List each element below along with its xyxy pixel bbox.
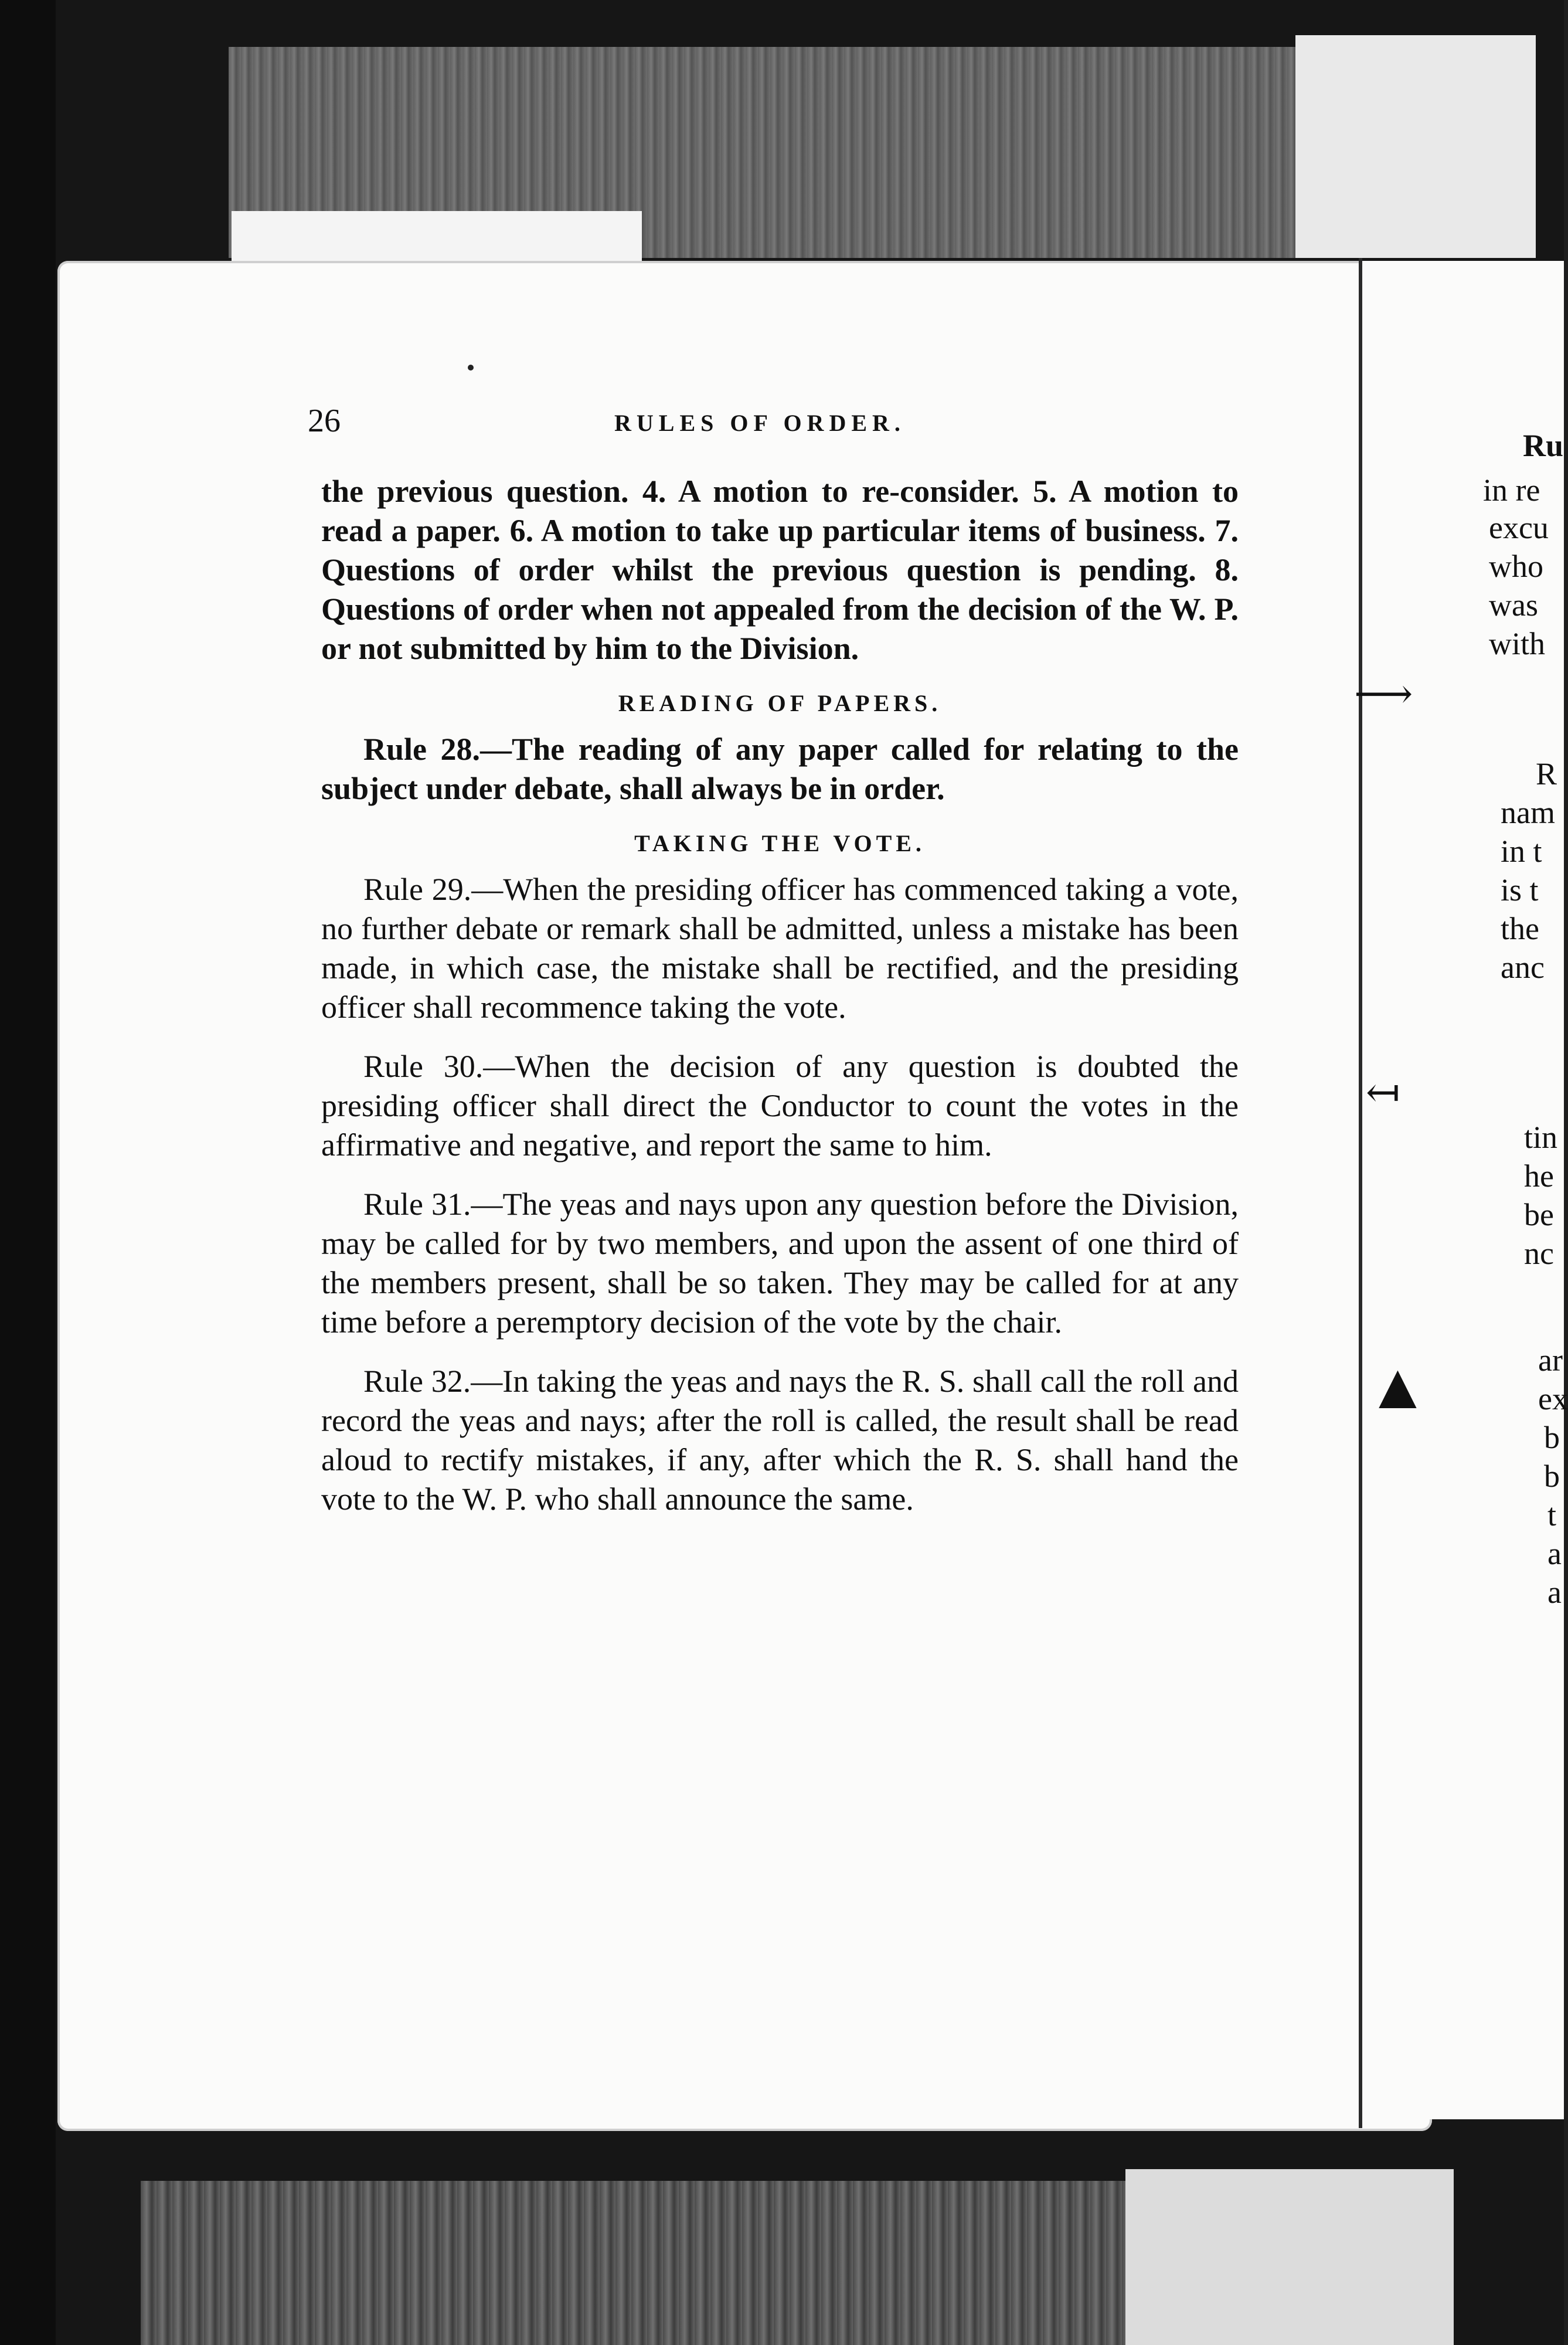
facing-line: is t [1501,872,1539,908]
facing-line: anc [1501,950,1545,985]
facing-page-top-edge [1295,35,1536,258]
facing-line: b [1544,1459,1560,1494]
scanner-edge [0,0,56,2345]
facing-line: nc [1524,1236,1554,1271]
rule-30: Rule 30.—When the decision of any question is doubted the presiding officer shall direct the Conductor to count the votes in the affirmative and negative, and report the same to him. [321,1049,1239,1163]
facing-line: t [1547,1497,1557,1532]
facing-line: Ru [1523,428,1564,463]
rule-31: Rule 31.—The yeas and nays upon any question before the Division, may be called for by two members, and upon the assent of one third of the members present, shall be so taken. They may be called for at any time before a peremptory decision of the vote by the chair. [321,1187,1239,1340]
ink-speck [468,365,474,371]
facing-line: R [1536,756,1557,791]
facing-line: excu [1489,510,1549,545]
stitch-mark-3: ▲ [1366,1351,1430,1422]
facing-line: ar [1538,1343,1563,1378]
paper-slip [232,211,642,264]
stitch-mark-1: ⟶ [1354,672,1413,717]
heading-taking-the-vote: TAKING THE VOTE. [634,830,926,857]
facing-line: b [1544,1420,1560,1455]
stitch-mark-2: ↤ [1366,1070,1400,1116]
page-text-block [321,472,1239,1526]
facing-line: a [1547,1575,1562,1610]
facing-line: a [1547,1536,1562,1571]
facing-page-bottom-edge [1125,2169,1454,2345]
facing-line: was [1489,587,1538,623]
facing-line: with [1489,626,1546,661]
facing-line: be [1524,1197,1554,1232]
heading-reading-of-papers: READING OF PAPERS. [618,690,942,716]
rule-29: Rule 29.—When the presiding officer has commenced taking a vote, no further debate or remark shall be admitted, unless a mistake has been made, in which case, the mistake shall be rectified, and the presiding officer shall recommence taking the vote. [321,872,1239,1025]
facing-line: ex [1538,1381,1568,1416]
facing-line: who [1489,549,1543,584]
facing-line: in t [1501,834,1542,869]
opening-paragraph: the previous question. 4. A motion to re-consider. 5. A motion to read a paper. 6. A motion to take up particular items of business. 7. Questions of order whilst the previous question is pending. 8. Questions of order when not appealed from the decision of the W. P. or not submitted by him to the Division. [321,474,1239,666]
facing-line: in re [1483,473,1540,508]
facing-line: tin [1524,1120,1558,1155]
facing-line: nam [1501,795,1555,830]
rule-32: Rule 32.—In taking the yeas and nays the R. S. shall call the roll and record the yeas and nays; after the roll is called, the result shall be read aloud to rectify mistakes, if any, after which the R. S. shall hand the vote to the W. P. who shall announce the same. [321,1364,1239,1517]
facing-line: the [1501,911,1539,946]
page-gutter [1359,258,1362,2128]
page-number: 26 [308,403,341,439]
running-head: RULES OF ORDER. [614,410,906,436]
rule-28: Rule 28.—The reading of any paper called for relating to the subject under debate, shall always be in order. [321,732,1239,806]
facing-line: he [1524,1158,1554,1194]
